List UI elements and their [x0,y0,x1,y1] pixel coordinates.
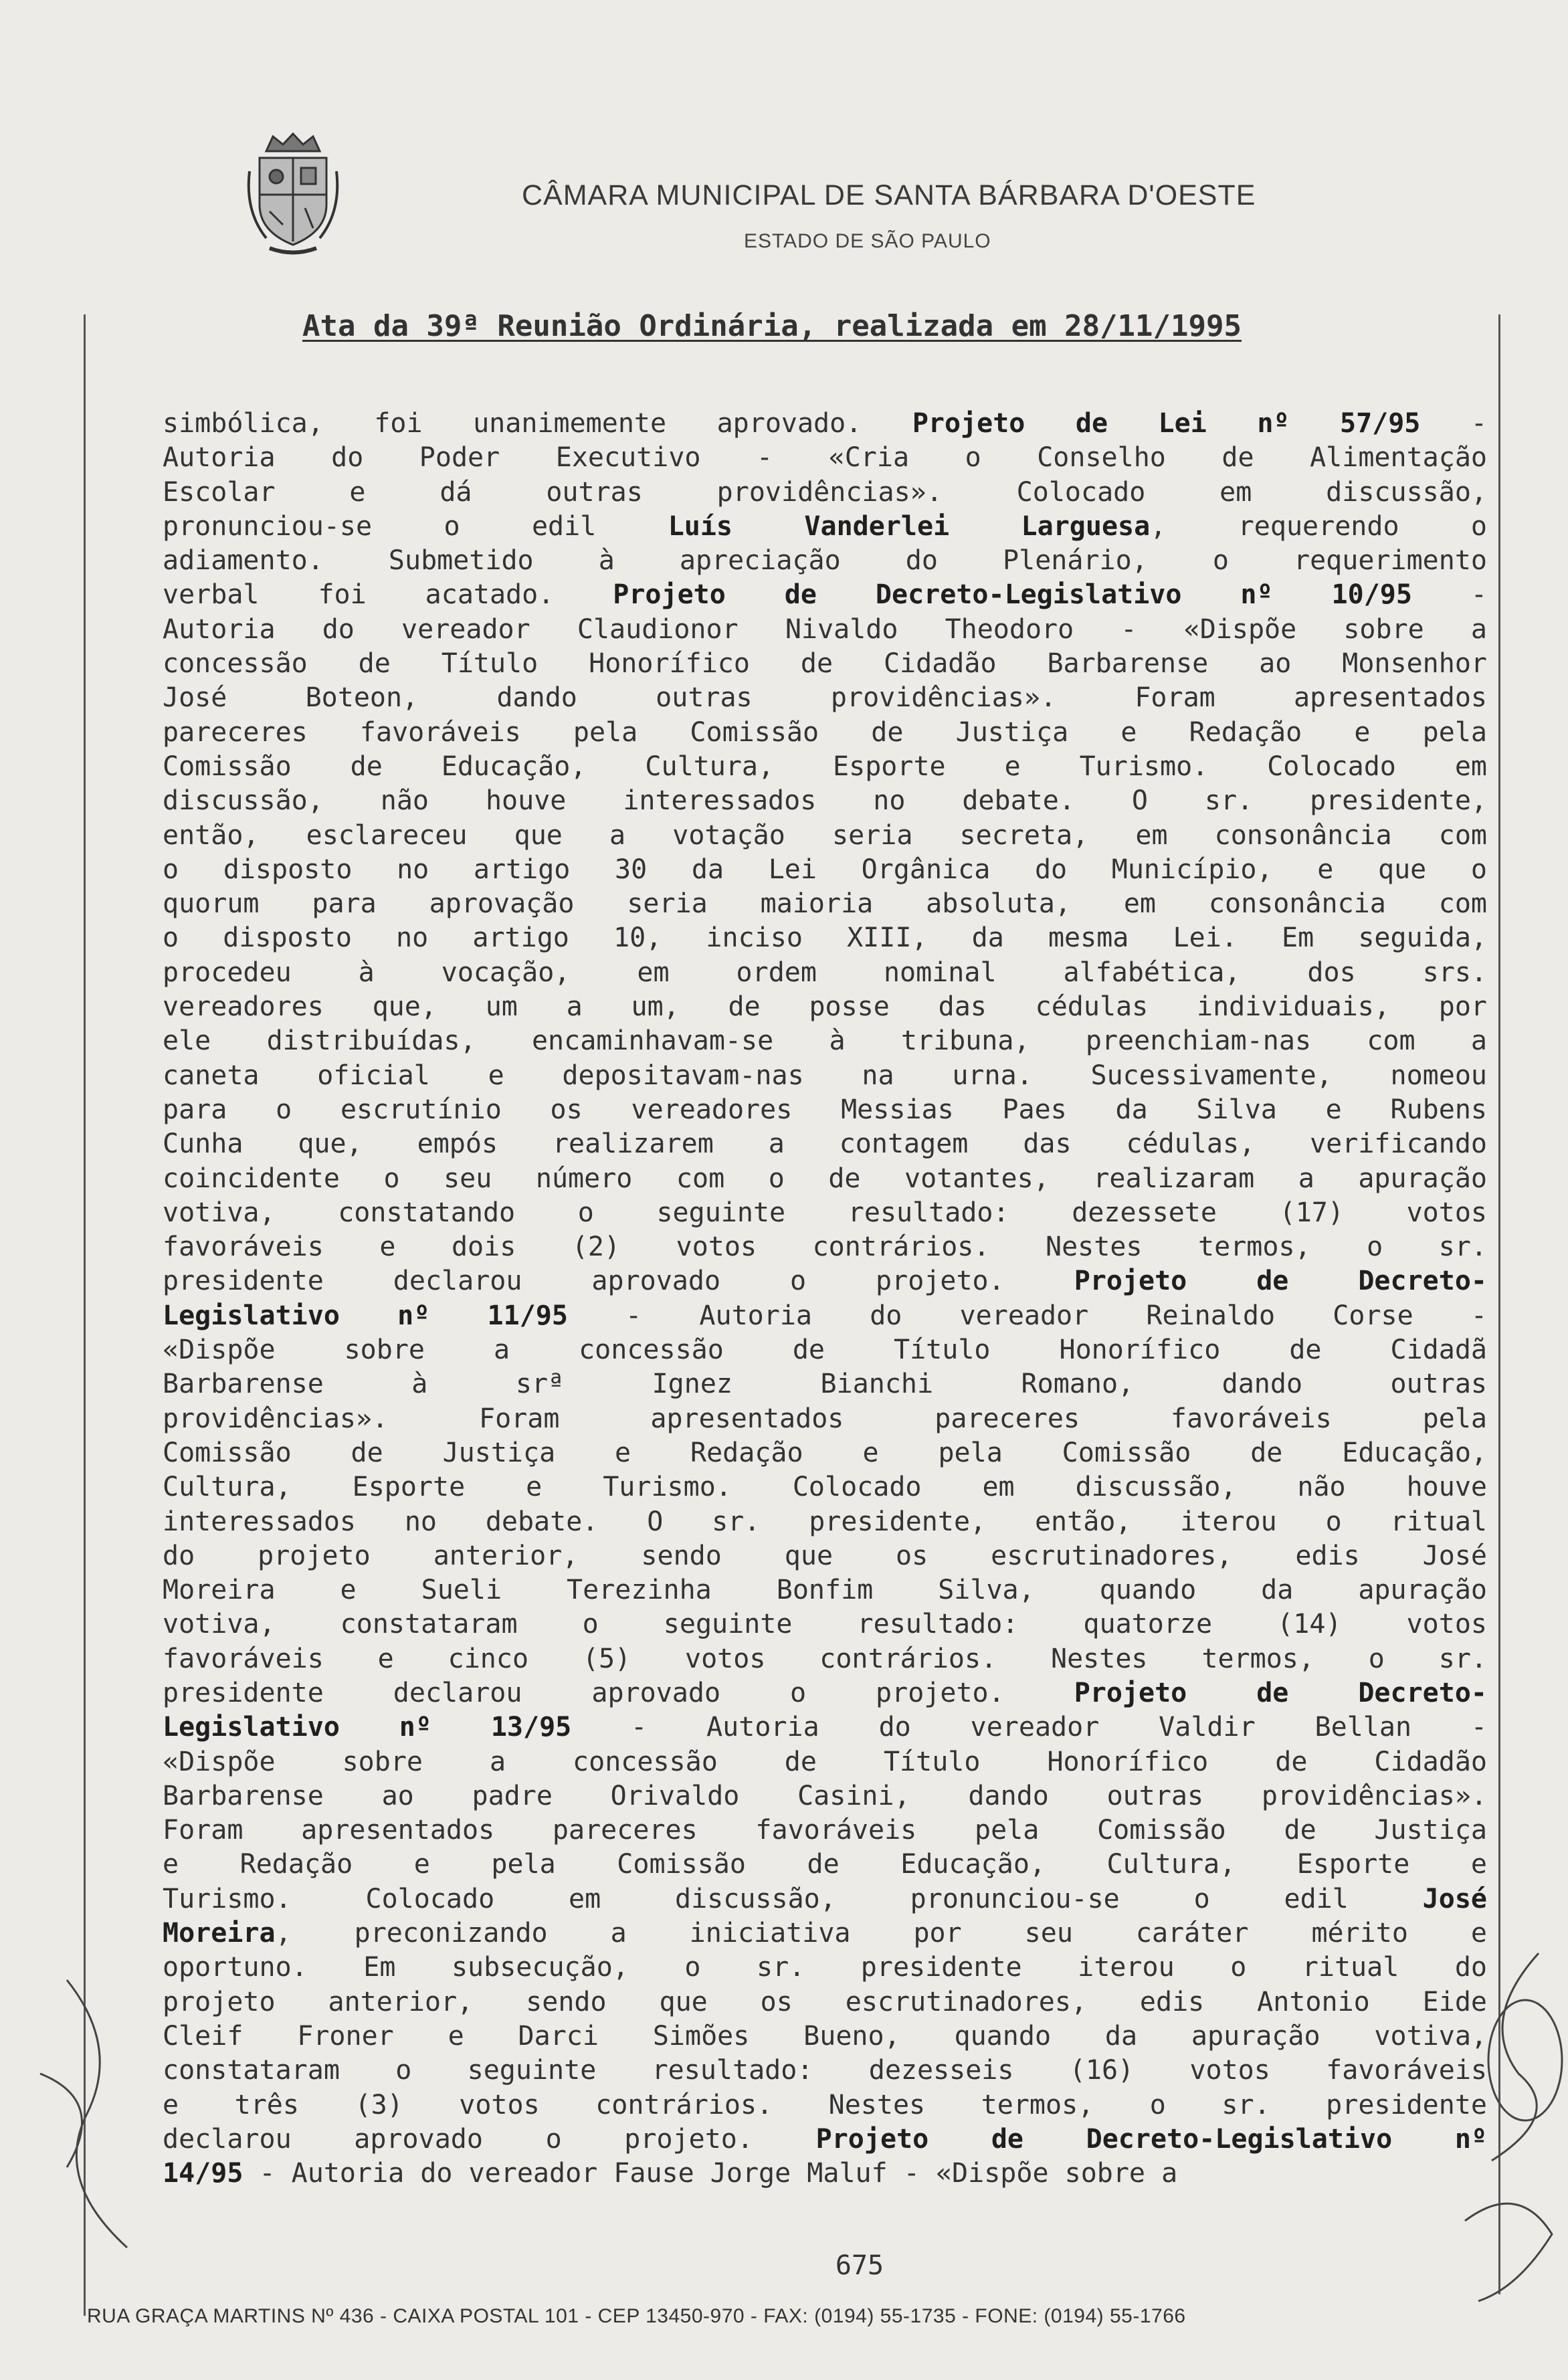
text-line [163,887,1487,921]
text-line [163,1676,1487,1710]
text-segment: votiva, constataram o seguinte resultado: quatorze (14) votos [163,1609,1487,1640]
text-segment: vereadores que, um a um, de posse das cédulas individuais, por [163,991,1487,1023]
text-segment: interessados no debate. O sr. presidente, então, iterou o ritual [163,1506,1487,1537]
text-segment: - [1420,408,1487,439]
text-line [163,853,1487,887]
text-segment: Cunha que, empós realizarem a contagem das cédulas, verificando [163,1128,1487,1160]
text-segment: providências». Foram apresentados pareceres favoráveis pela [163,1403,1487,1434]
bold-text-segment: Projeto de Lei nº 57/95 [912,408,1421,439]
text-segment: Comissão de Justiça e Redação e pela Comissão de Educação, [163,1437,1487,1468]
text-line [163,750,1487,784]
text-segment: favoráveis e dois (2) votos contrários. Nestes termos, o sr. [163,1231,1487,1263]
text-line [163,1264,1487,1298]
text-line [163,2054,1487,2088]
text-segment: para o escrutínio os vereadores Messias Paes da Silva e Rubens [163,1094,1487,1125]
text-segment: e três (3) votos contrários. Nestes termos, o sr. presidente [163,2089,1487,2120]
text-segment: caneta oficial e depositavam-nas na urna. Sucessivamente, nomeou [163,1060,1487,1091]
text-segment: Escolar e dá outras providências». Colocado em discussão, [163,476,1487,508]
text-line [163,2019,1487,2054]
text-segment: adiamento. Submetido à apreciação do Plenário, o requerimento [163,545,1487,577]
text-segment: - Autoria do vereador Reinaldo Corse - [567,1300,1488,1331]
text-segment: Turismo. Colocado em discussão, pronunciou-se o edil [163,1883,1423,1914]
text-segment: declarou aprovado o projeto. [163,2123,816,2155]
text-line [163,1607,1487,1642]
text-line [163,1367,1487,1401]
text-segment: Barbarense ao padre Orivaldo Casini, dando outras providências». [163,1780,1487,1811]
text-line [163,716,1487,750]
text-line [163,1470,1487,1504]
bold-text-segment: Projeto de Decreto-Legislativo nº 10/95 [613,579,1412,611]
text-segment: o disposto no artigo 30 da Lei Orgânica do Município, e que o [163,854,1487,885]
text-line [163,441,1487,475]
text-line [163,990,1487,1024]
text-line [163,407,1487,441]
bold-text-segment: Luís Vanderlei Larguesa [668,510,1151,542]
minutes-body-text [163,407,1487,2191]
text-segment: Barbarense à srª Ignez Bianchi Romano, dando outras [163,1369,1487,1400]
text-line [163,2122,1487,2157]
text-segment: Autoria do vereador Claudionor Nivaldo Theodoro - «Dispõe sobre a [163,613,1487,645]
text-segment: Comissão de Educação, Cultura, Esporte e Turismo. Colocado em [163,751,1487,782]
text-segment: pronunciou-se o edil [163,510,668,542]
text-segment: coincidente o seu número com o de votantes, realizaram a apuração [163,1163,1487,1194]
text-line [163,1127,1487,1161]
text-line [163,1230,1487,1264]
text-line [163,1573,1487,1607]
text-line [163,613,1487,647]
text-line [163,1951,1487,1985]
text-segment: projeto anterior, sendo que os escrutinadores, edis Antonio Eide [163,1986,1487,2017]
text-segment: «Dispõe sobre a concessão de Título Honorífico de Cidadão [163,1746,1487,1777]
text-segment: - Autoria do vereador Valdir Bellan - [571,1712,1487,1743]
text-segment: presidente declarou aprovado o projeto. [163,1677,1074,1708]
text-segment: o disposto no artigo 10, inciso XIII, da mesma Lei. Em seguida, [163,922,1487,954]
text-line [163,1333,1487,1367]
text-line [163,1162,1487,1196]
institution-name: CÂMARA MUNICIPAL DE SANTA BÁRBARA D'OESTE [522,179,1256,211]
left-signature-icon [27,1967,174,2261]
text-segment: oportuno. Em subsecução, o sr. presidente iterou o ritual do [163,1952,1487,1983]
text-segment: constataram o seguinte resultado: dezesseis (16) votos favoráveis [163,2055,1487,2086]
text-line [163,681,1487,715]
text-line [163,1539,1487,1573]
text-line [163,1813,1487,1848]
text-segment: concessão de Título Honorífico de Cidadão Barbarense ao Monsenhor [163,648,1487,680]
text-segment: votiva, constatando o seguinte resultado: dezessete (17) votos [163,1197,1487,1228]
text-line [163,510,1487,544]
text-line [163,476,1487,510]
text-line [163,1745,1487,1779]
text-line [163,1299,1487,1333]
text-segment: , preconizando a iniciativa por seu caráter mérito e [275,1918,1487,1949]
text-line [163,1779,1487,1813]
text-line [163,1985,1487,2019]
bold-text-segment: Projeto de Decreto- [1074,1266,1488,1297]
municipal-coat-of-arms-icon [246,131,340,257]
bold-text-segment: 14/95 [163,2158,243,2189]
text-line [163,578,1487,612]
text-line [163,1402,1487,1436]
text-segment: ele distribuídas, encaminhavam-se à tribuna, preenchiam-nas com a [163,1025,1487,1057]
text-segment: presidente declarou aprovado o projeto. [163,1266,1074,1297]
text-segment: Moreira e Sueli Terezinha Bonfim Silva, quando da apuração [163,1575,1487,1606]
text-line [163,921,1487,955]
bold-text-segment: Projeto de Decreto-Legislativo nº [815,2123,1487,2155]
text-line [163,1916,1487,1951]
text-line [163,1710,1487,1745]
text-segment: pareceres favoráveis pela Comissão de Justiça e Redação e pela [163,716,1487,748]
right-margin-rule [1498,314,1500,2294]
text-segment: , requerendo o [1150,510,1488,542]
left-margin-rule [84,314,86,2316]
text-segment: favoráveis e cinco (5) votos contrários. Nestes termos, o sr. [163,1643,1487,1674]
text-segment: Autoria do Poder Executivo - «Cria o Conselho de Alimentação [163,442,1487,474]
text-segment: do projeto anterior, sendo que os escrutinadores, edis José [163,1540,1487,1571]
text-segment: verbal foi acatado. [163,579,613,611]
document-title: Ata da 39ª Reunião Ordinária, realizada em 28/11/1995 [302,309,1242,343]
text-segment: Foram apresentados pareceres favoráveis pela Comissão de Justiça [163,1815,1487,1846]
state-name: ESTADO DE SÃO PAULO [744,230,991,252]
text-line [163,1196,1487,1230]
text-segment: José Boteon, dando outras providências». Foram apresentados [163,682,1487,714]
address-footer: RUA GRAÇA MARTINS Nº 436 - CAIXA POSTAL 101 - CEP 13450-970 - FAX: (0194) 55-1735 - FONE: (0194) 55-1766 [87,2305,1186,2327]
text-line [163,1882,1487,1916]
text-segment: simbólica, foi unanimemente aprovado. [163,408,912,439]
text-line [163,784,1487,818]
text-segment: Cultura, Esporte e Turismo. Colocado em discussão, não houve [163,1472,1487,1503]
text-line [163,819,1487,853]
text-segment: - Autoria do vereador Fause Jorge Maluf - «Dispõe sobre a [243,2158,1178,2189]
bold-text-segment: Projeto de Decreto- [1074,1677,1488,1708]
text-line [163,647,1487,681]
text-segment: - [1411,579,1488,611]
text-segment: quorum para aprovação seria maioria absoluta, em consonância com [163,888,1487,920]
text-line [163,1848,1487,1882]
text-segment: procedeu à vocação, em ordem nominal alfabética, dos srs. [163,957,1487,988]
text-line [163,1505,1487,1539]
text-segment: então, esclareceu que a votação seria secreta, em consonância com [163,819,1487,851]
text-segment: Cleif Froner e Darci Simões Bueno, quando da apuração votiva, [163,2020,1487,2052]
bold-text-segment: José [1422,1883,1487,1914]
text-line [163,2088,1487,2122]
text-line [163,544,1487,578]
bold-text-segment: Moreira [163,1918,276,1949]
text-line [163,1642,1487,1676]
bold-text-segment: Legislativo nº 11/95 [163,1300,568,1331]
text-line [163,2157,1487,2191]
page-number: 675 [835,2250,884,2281]
text-line [163,1436,1487,1470]
text-line [163,956,1487,990]
text-line [163,1093,1487,1127]
text-segment: «Dispõe sobre a concessão de Título Honorífico de Cidadã [163,1334,1487,1366]
text-line [163,1059,1487,1093]
text-line [163,1024,1487,1058]
text-segment: e Redação e pela Comissão de Educação, Cultura, Esporte e [163,1849,1487,1880]
bold-text-segment: Legislativo nº 13/95 [163,1712,572,1743]
text-segment: discussão, não houve interessados no debate. O sr. presidente, [163,785,1487,817]
